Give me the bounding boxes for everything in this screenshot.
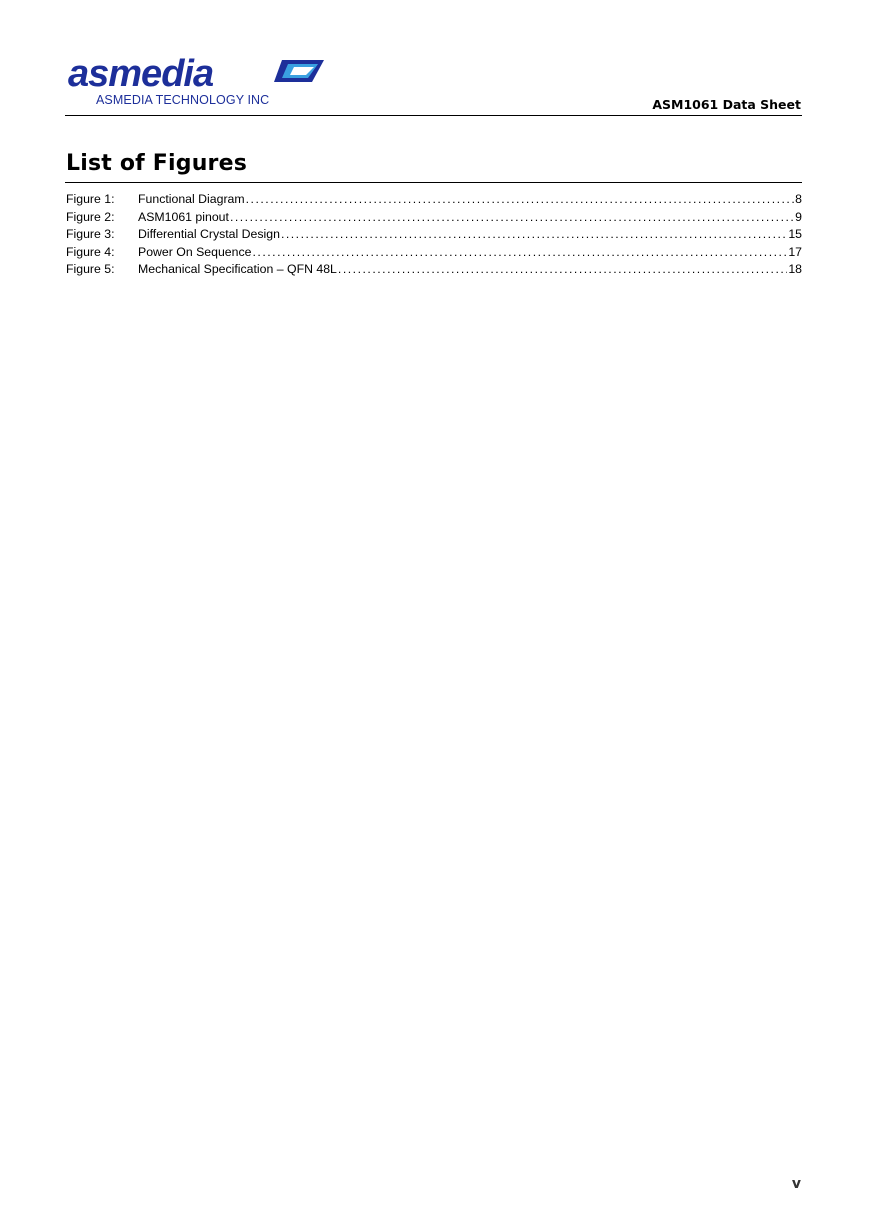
dot-leader xyxy=(230,210,794,224)
figure-list-item[interactable] xyxy=(66,210,802,228)
figure-title: ASM1061 pinout xyxy=(138,209,229,224)
dot-leader xyxy=(338,262,787,276)
figure-number: Figure 1: xyxy=(66,192,115,206)
figure-list-item[interactable] xyxy=(66,192,802,210)
figure-number: Figure 2: xyxy=(66,209,115,224)
figure-number: Figure 3: xyxy=(66,227,115,241)
figure-list-item[interactable] xyxy=(66,245,802,263)
dot-leader xyxy=(246,192,795,206)
asmedia-logo-mark xyxy=(68,56,328,96)
figure-page-number: 9 xyxy=(795,209,802,224)
figure-page-number: 18 xyxy=(788,262,802,276)
figure-page-number: 8 xyxy=(795,192,802,206)
company-logo xyxy=(68,56,328,108)
logo-wordmark: asmedia xyxy=(68,56,214,95)
figure-title: Differential Crystal Design xyxy=(138,227,280,241)
figure-title: Power On Sequence xyxy=(138,244,252,259)
dot-leader xyxy=(252,245,787,259)
logo-subtext: ASMEDIA TECHNOLOGY INC xyxy=(96,93,270,107)
figure-number: Figure 5: xyxy=(66,262,115,276)
section-divider xyxy=(65,182,802,183)
document-title: ASM1061 Data Sheet xyxy=(652,97,801,112)
figure-page-number: 17 xyxy=(788,244,802,259)
section-title: List of Figures xyxy=(66,151,248,176)
figure-list-item[interactable] xyxy=(66,262,802,280)
page-number: v xyxy=(791,1176,801,1192)
figure-list-item[interactable] xyxy=(66,227,802,245)
figure-page-number: 15 xyxy=(788,227,802,241)
figure-number: Figure 4: xyxy=(66,244,115,259)
dot-leader xyxy=(281,227,787,241)
figure-title: Mechanical Specification – QFN 48L xyxy=(138,262,337,276)
figure-title: Functional Diagram xyxy=(138,192,245,206)
header-divider xyxy=(65,115,802,116)
figure-list xyxy=(66,192,802,280)
